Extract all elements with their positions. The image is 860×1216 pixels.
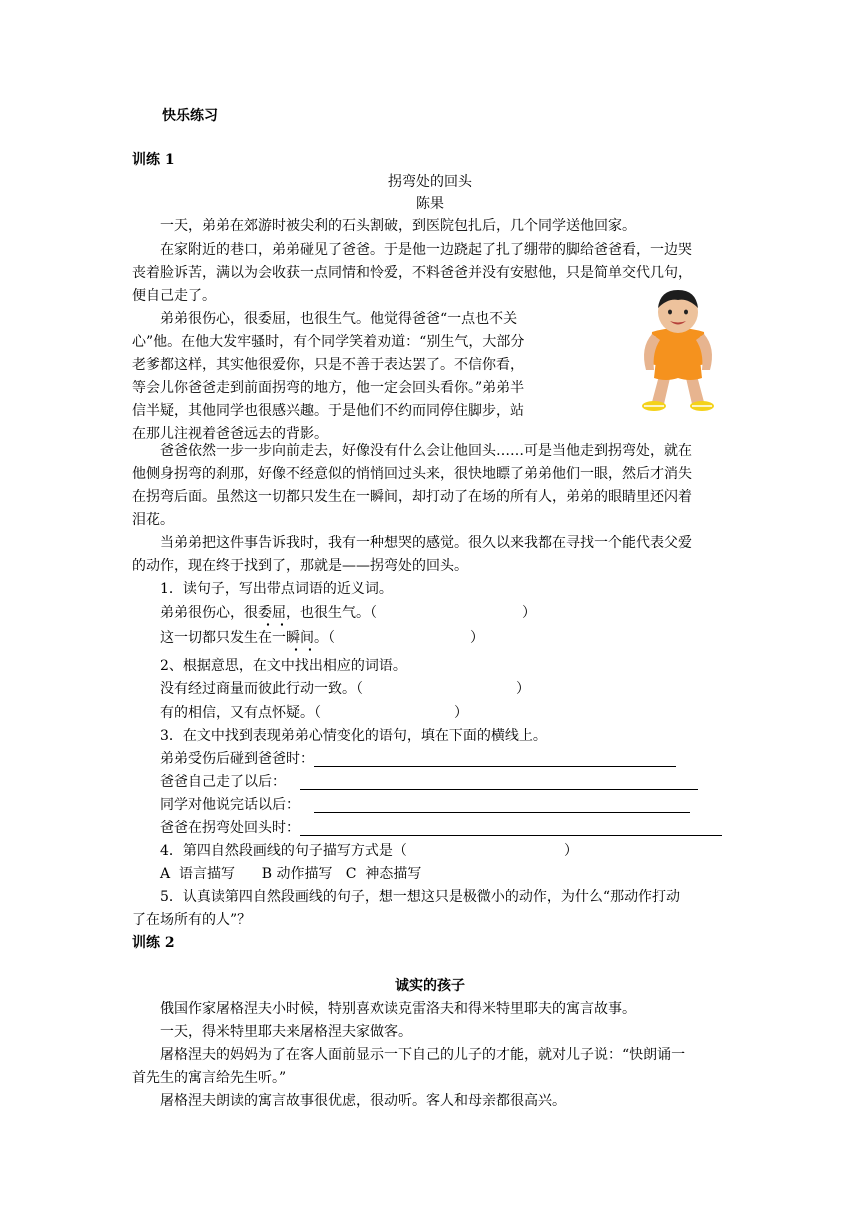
paragraph-2-line: 便自己走了。 [132,288,216,304]
question-2-item-b: 有的相信，又有点怀疑。（ [160,705,321,721]
question-2-prompt: 2、根据意思，在文中找出相应的词语。 [160,658,407,674]
paragraph-4-line: 在拐弯后面。虽然这一切都只发生在一瞬间，却打动了在场的所有人，弟弟的眼睛里还闪着 [132,489,692,505]
story-2-title: 诚实的孩子 [395,978,465,994]
paragraph-3-line: 信半疑，其他同学也很感兴趣。于是他们不约而同停住脚步，站 [132,403,524,419]
question-2-item-a: 没有经过商量而彼此行动一致。（ [160,681,363,697]
paragraph-4-line: 泪花。 [132,512,174,528]
question-3-prompt: 3．在文中找到表现弟弟心情变化的语句，填在下面的横线上。 [160,728,547,744]
paragraph-3-line: 等会儿你爸爸走到前面拐弯的地方，他一定会回头看你。”弟弟半 [132,380,525,396]
dotted-word: 瞬间 [286,630,314,646]
paragraph-5-line: 当弟弟把这件事告诉我时，我有一种想哭的感觉。很久以来我都在寻找一个能代表父爱 [160,535,692,551]
story-title: 拐弯处的回头 [388,174,472,190]
question-3-item-a: 弟弟受伤后碰到爸爸时： [160,751,314,767]
answer-paren-close: ） [564,843,578,859]
answer-line[interactable] [314,766,676,767]
question-5-line: 5．认真读第四自然段画线的句子，想一想这只是极微小的动作，为什么“那动作打动 [160,889,681,905]
paragraph-4-line: 他侧身拐弯的刹那，好像不经意似的悄悄回过头来，很快地瞟了弟弟他们一眼，然后才消失 [132,466,692,482]
answer-line[interactable] [314,812,690,813]
answer-paren-close: ） [516,681,530,697]
paragraph-3-line: 在那儿注视着爸爸远去的背影。 [132,426,328,442]
question-4-options: A 语言描写 B 动作描写 C 神态描写 [160,866,422,882]
paragraph-4-line: 爸爸依然一步一步向前走去，好像没有什么会让他回头……可是当他走到拐弯处，就在 [160,443,692,459]
story-2-paragraph-2: 一天，得米特里耶夫来屠格涅夫家做客。 [160,1024,412,1040]
paragraph-2-line: 在家附近的巷口，弟弟碰见了爸爸。于是他一边跷起了扎了绷带的脚给爸爸看，一边哭 [160,242,692,258]
answer-paren-close: ） [454,705,468,721]
answer-paren-close: ） [522,605,536,621]
question-1-prompt: 1．读句子，写出带点词语的近义词。 [160,581,393,597]
question-1-sentence-b: 这一切都只发生在一瞬间。（ [160,630,335,646]
question-3-item-b: 爸爸自己走了以后： [160,774,286,790]
question-3-item-d: 爸爸在拐弯处回头时： [160,820,300,836]
answer-line[interactable] [300,789,698,790]
story-2-paragraph-3-line: 屠格涅夫的妈妈为了在客人面前显示一下自己的儿子的才能，就对儿子说：“快朗诵一 [160,1047,686,1063]
boy-crouching-image [630,286,726,414]
dotted-word: 委屈 [258,605,286,621]
answer-line[interactable] [300,835,722,836]
question-3-item-c: 同学对他说完话以后： [160,797,300,813]
question-4-prompt: 4．第四自然段画线的句子描写方式是（ [160,843,407,859]
paragraph-3-line: 心”他。在他大发牢骚时，有个同学笑着劝道：“别生气，大部分 [132,334,525,350]
paragraph-5-line: 的动作，现在终于找到了，那就是——拐弯处的回头。 [132,558,468,574]
section-1-label: 训练 1 [132,152,175,168]
paragraph-2-line: 丧着脸诉苦，满以为会收获一点同情和怜爱，不料爸爸并没有安慰他，只是简单交代几句， [132,265,692,281]
section-2-label: 训练 2 [132,935,175,951]
answer-paren-close: ） [470,630,484,646]
question-5-line: 了在场所有的人”？ [132,912,252,928]
paragraph-1: 一天，弟弟在郊游时被尖利的石头割破，到医院包扎后，几个同学送他回家。 [160,218,636,234]
story-2-paragraph-3-line: 首先生的寓言给先生听。” [132,1070,287,1086]
story-author: 陈果 [416,196,444,212]
paragraph-3-line: 弟弟很伤心，很委屈，也很生气。他觉得爸爸“一点也不关 [160,311,518,327]
paragraph-3-line: 老爹都这样，其实他很爱你，只是不善于表达罢了。不信你看， [132,357,524,373]
question-1-sentence-a: 弟弟很伤心，很委屈，也很生气。（ [160,605,377,621]
story-2-paragraph-1: 俄国作家屠格涅夫小时候，特别喜欢读克雷洛夫和得米特里耶夫的寓言故事。 [160,1001,636,1017]
story-2-paragraph-4: 屠格涅夫朗读的寓言故事很优虑，很动听。客人和母亲都很高兴。 [160,1093,566,1109]
page-title: 快乐练习 [162,108,218,124]
